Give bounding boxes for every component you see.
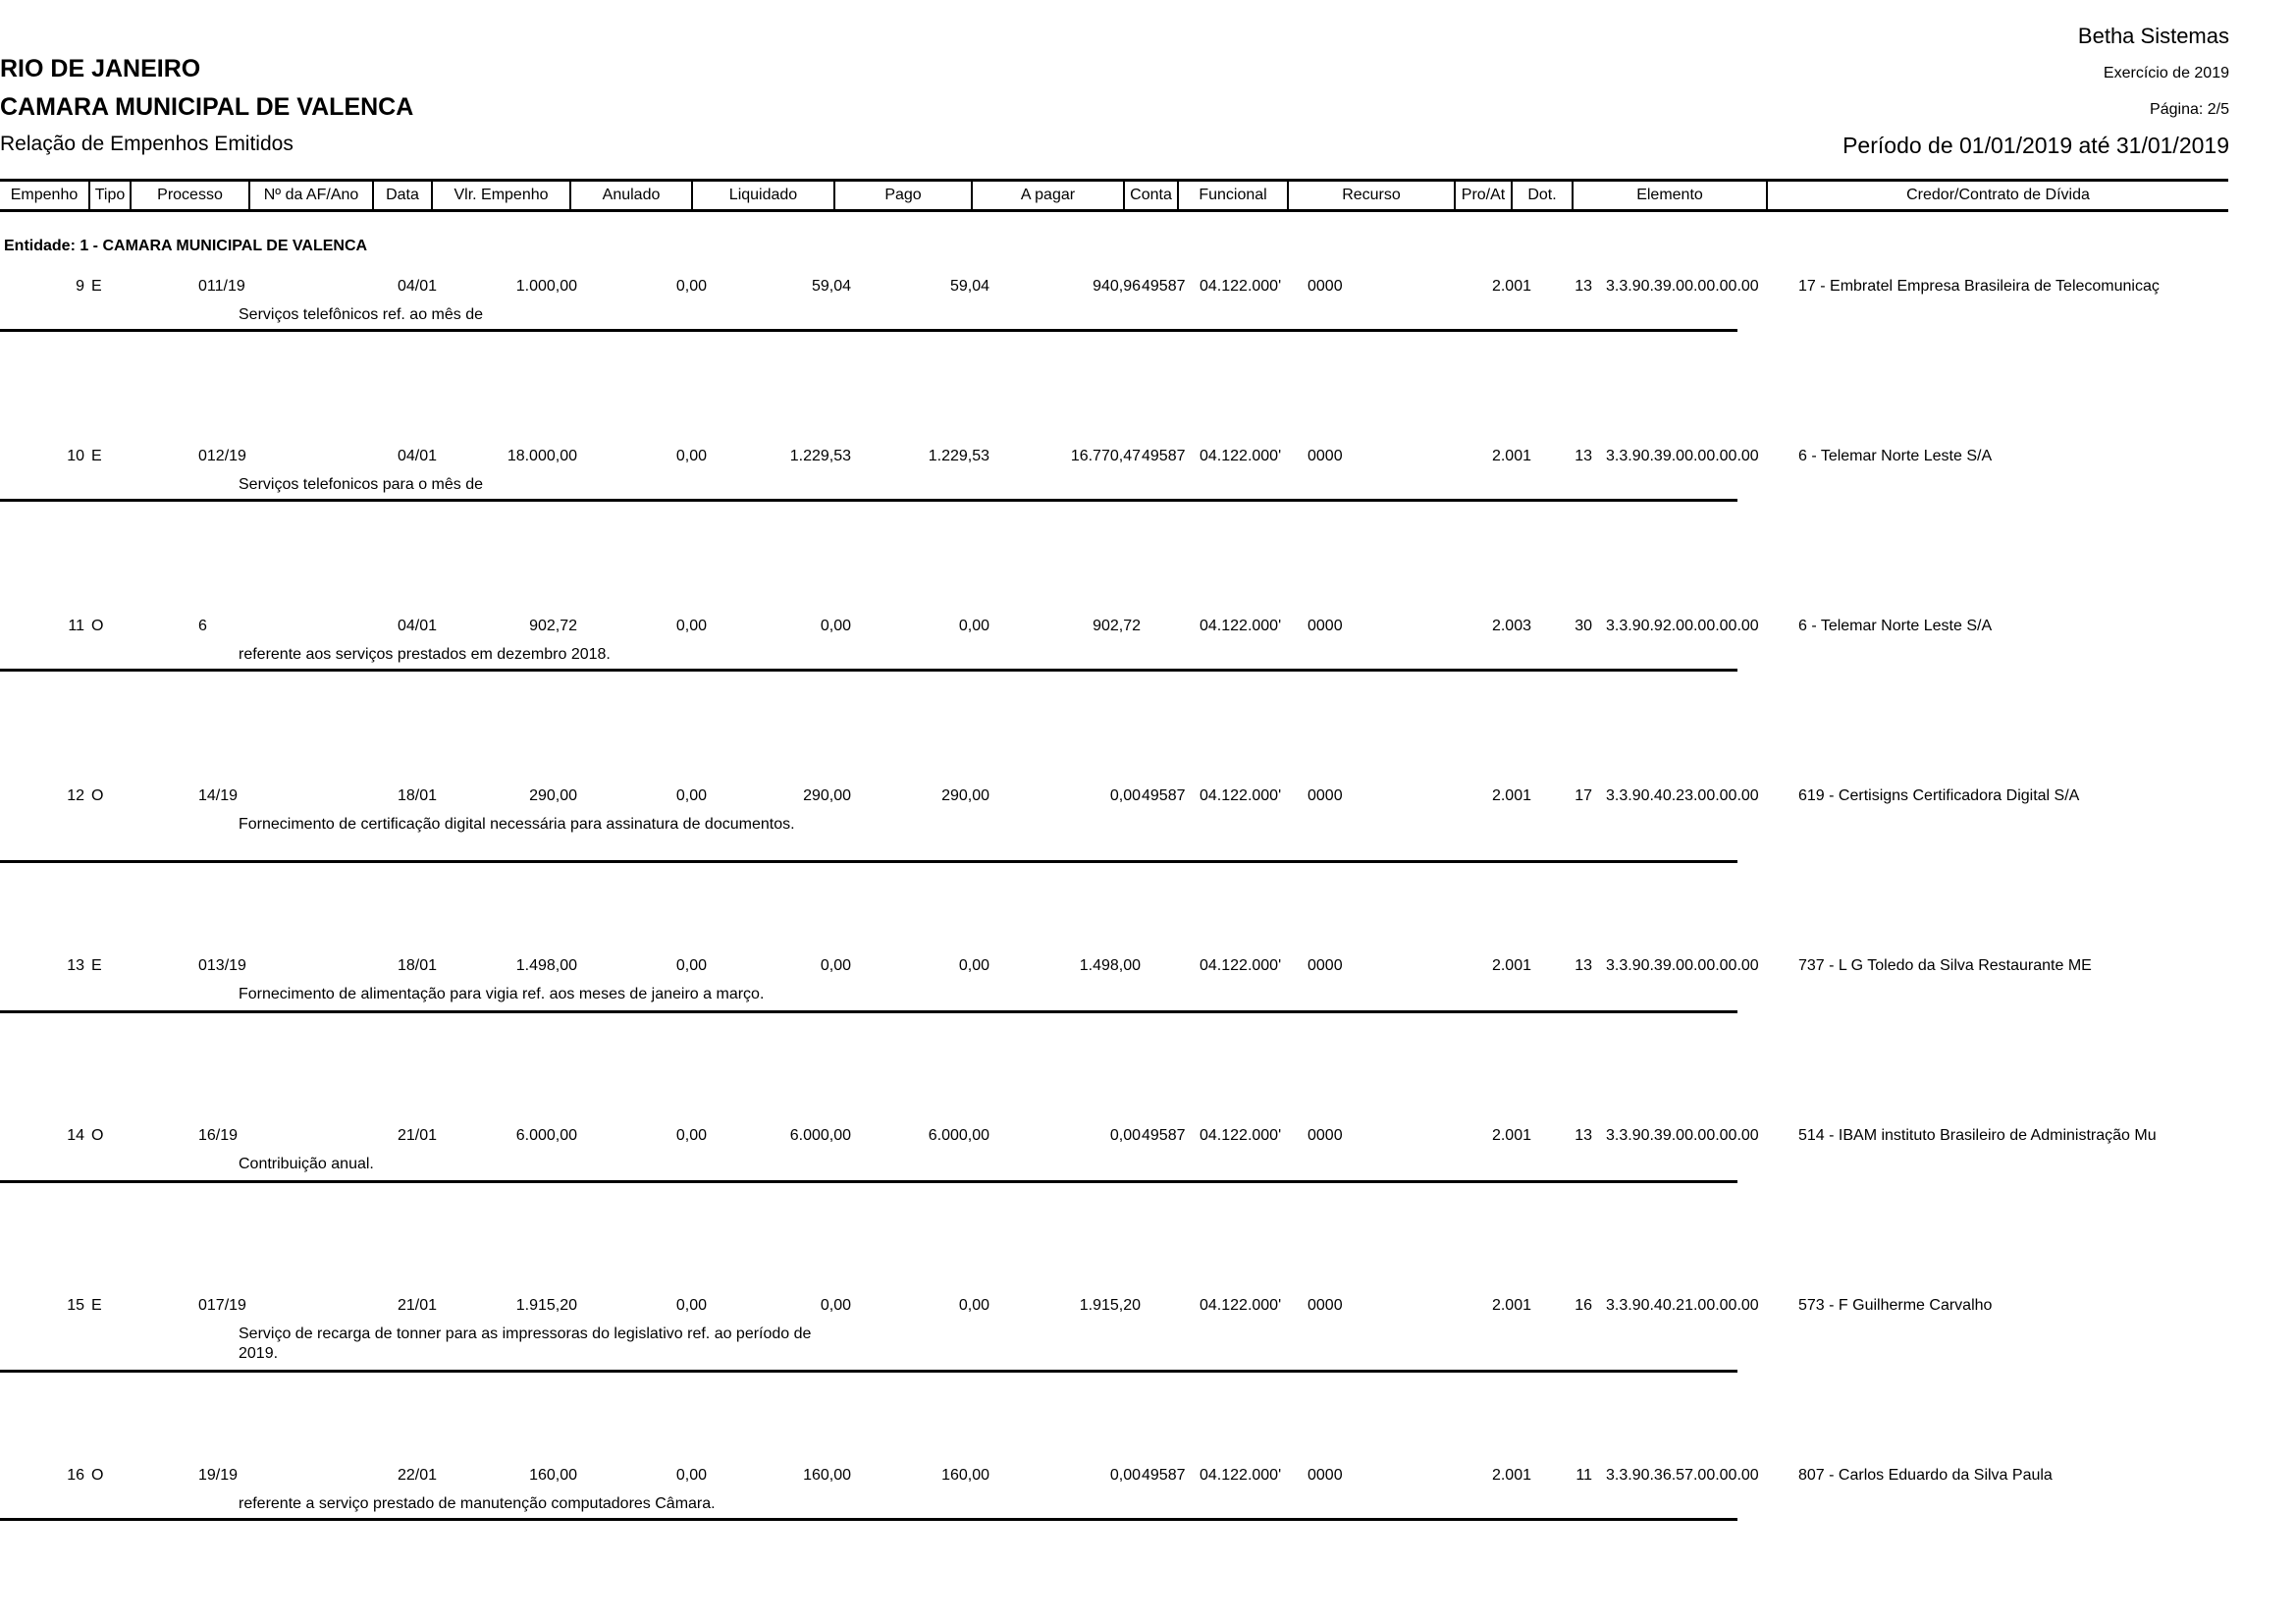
row-separator (0, 860, 1737, 863)
state-title: RIO DE JANEIRO (0, 55, 201, 82)
row-separator (0, 669, 1737, 672)
cell-valor: 18.000,00 (507, 448, 577, 464)
cell-proat: 2.001 (1491, 787, 1531, 804)
cell-valor: 160,00 (529, 1467, 577, 1484)
cell-elemento: 3.3.90.92.00.00.00.00 (1606, 618, 1759, 634)
cell-processo: 011/19 (198, 278, 245, 295)
column-header: Vlr. Empenho (433, 182, 571, 209)
row-separator (0, 1180, 1737, 1183)
cell-descricao: Serviço de recarga de tonner para as impressoras do legislativo ref. ao período de 2019. (239, 1325, 812, 1362)
exercise-year: Exercício de 2019 (2103, 65, 2229, 81)
cell-proat: 2.001 (1491, 1297, 1531, 1314)
cell-tipo: O (91, 1127, 104, 1144)
cell-anulado: 0,00 (675, 1467, 707, 1484)
column-header: Funcional (1179, 182, 1289, 209)
column-header: Liquidado (693, 182, 835, 209)
cell-tipo: O (91, 787, 104, 804)
cell-elemento: 3.3.90.39.00.00.00.00 (1606, 957, 1759, 974)
cell-conta: 49587 (1142, 448, 1186, 464)
column-header: Empenho (0, 182, 90, 209)
row-separator (0, 1518, 1737, 1521)
cell-pago: 0,00 (958, 1297, 989, 1314)
cell-liquidado: 6.000,00 (789, 1127, 851, 1144)
report-title: Relação de Empenhos Emitidos (0, 133, 294, 155)
cell-elemento: 3.3.90.40.23.00.00.00 (1606, 787, 1759, 804)
system-name: Betha Sistemas (2077, 24, 2229, 48)
cell-data: 18/01 (397, 787, 437, 804)
cell-conta: 49587 (1142, 1467, 1186, 1484)
cell-pago: 1.229,53 (928, 448, 989, 464)
cell-credor: 619 - Certisigns Certificadora Digital S/A (1798, 787, 2080, 804)
cell-descricao: Serviços telefônicos ref. ao mês de (239, 306, 484, 323)
cell-pago: 59,04 (949, 278, 989, 295)
cell-anulado: 0,00 (675, 1127, 707, 1144)
cell-descricao: Fornecimento de alimentação para vigia ref. aos meses de janeiro a março. (239, 986, 765, 1002)
cell-valor: 1.915,20 (515, 1297, 577, 1314)
cell-recurso: 0000 (1308, 448, 1343, 464)
cell-data: 18/01 (397, 957, 437, 974)
cell-conta: 49587 (1142, 1127, 1186, 1144)
cell-processo: 013/19 (198, 957, 246, 974)
cell-recurso: 0000 (1308, 787, 1343, 804)
cell-credor: 17 - Embratel Empresa Brasileira de Telecomunicaç (1798, 278, 2160, 295)
cell-anulado: 0,00 (675, 957, 707, 974)
cell-funcional: 04.122.000' (1200, 278, 1282, 295)
column-header: Recurso (1289, 182, 1456, 209)
column-header: Elemento (1574, 182, 1768, 209)
cell-recurso: 0000 (1308, 618, 1343, 634)
column-header: Tipo (90, 182, 132, 209)
column-header: Dot. (1513, 182, 1574, 209)
cell-proat: 2.001 (1491, 1127, 1531, 1144)
cell-funcional: 04.122.000' (1200, 957, 1282, 974)
column-header: Credor/Contrato de Dívida (1906, 187, 2090, 203)
cell-funcional: 04.122.000' (1200, 1467, 1282, 1484)
column-header: Data (374, 182, 433, 209)
row-separator (0, 1370, 1737, 1373)
cell-elemento: 3.3.90.40.21.00.00.00 (1606, 1297, 1759, 1314)
cell-tipo: E (91, 278, 102, 295)
cell-descricao: Contribuição anual. (239, 1156, 374, 1172)
cell-processo: 017/19 (198, 1297, 246, 1314)
cell-empenho: 9 (76, 278, 84, 295)
cell-data: 21/01 (397, 1297, 437, 1314)
column-header: Pago (835, 182, 973, 209)
cell-tipo: E (91, 1297, 102, 1314)
cell-credor: 573 - F Guilherme Carvalho (1798, 1297, 1993, 1314)
cell-apagar: 1.498,00 (1079, 957, 1141, 974)
cell-descricao: Fornecimento de certificação digital necessária para assinatura de documentos. (239, 816, 795, 833)
cell-funcional: 04.122.000' (1200, 1297, 1282, 1314)
cell-credor: 6 - Telemar Norte Leste S/A (1798, 618, 1993, 634)
cell-proat: 2.001 (1491, 448, 1531, 464)
cell-apagar: 16.770,47 (1070, 448, 1141, 464)
column-header: Anulado (571, 182, 693, 209)
cell-recurso: 0000 (1308, 278, 1343, 295)
cell-processo: 6 (198, 618, 207, 634)
cell-liquidado: 1.229,53 (789, 448, 851, 464)
cell-recurso: 0000 (1308, 957, 1343, 974)
cell-processo: 012/19 (198, 448, 246, 464)
cell-pago: 6.000,00 (928, 1127, 989, 1144)
cell-empenho: 11 (68, 618, 84, 634)
cell-conta: 49587 (1142, 278, 1186, 295)
cell-apagar: 0,00 (1109, 1127, 1141, 1144)
cell-anulado: 0,00 (675, 448, 707, 464)
cell-apagar: 940,96 (1093, 278, 1141, 295)
cell-elemento: 3.3.90.39.00.00.00.00 (1606, 448, 1759, 464)
cell-proat: 2.001 (1491, 1467, 1531, 1484)
cell-valor: 6.000,00 (515, 1127, 577, 1144)
cell-valor: 1.000,00 (515, 278, 577, 295)
cell-funcional: 04.122.000' (1200, 1127, 1282, 1144)
table-header (0, 179, 2228, 212)
cell-pago: 0,00 (958, 957, 989, 974)
cell-tipo: E (91, 957, 102, 974)
cell-data: 04/01 (397, 448, 437, 464)
cell-pago: 0,00 (958, 618, 989, 634)
cell-descricao: referente aos serviços prestados em dezembro 2018. (239, 646, 611, 663)
cell-data: 04/01 (397, 618, 437, 634)
cell-tipo: E (91, 448, 102, 464)
cell-liquidado: 0,00 (820, 957, 851, 974)
cell-dot: 11 (1575, 1467, 1592, 1484)
cell-anulado: 0,00 (675, 278, 707, 295)
cell-dot: 13 (1575, 1127, 1592, 1144)
cell-conta: 49587 (1142, 787, 1186, 804)
column-header: A pagar (973, 182, 1125, 209)
cell-dot: 17 (1575, 787, 1592, 804)
cell-valor: 902,72 (529, 618, 577, 634)
column-header: Conta (1125, 182, 1179, 209)
cell-liquidado: 0,00 (820, 1297, 851, 1314)
cell-recurso: 0000 (1308, 1297, 1343, 1314)
cell-data: 22/01 (397, 1467, 437, 1484)
cell-descricao: Serviços telefonicos para o mês de (239, 476, 484, 493)
cell-empenho: 14 (67, 1127, 84, 1144)
cell-empenho: 16 (67, 1467, 84, 1484)
cell-liquidado: 59,04 (811, 278, 851, 295)
cell-funcional: 04.122.000' (1200, 448, 1282, 464)
column-header: Nº da AF/Ano (250, 182, 374, 209)
cell-elemento: 3.3.90.36.57.00.00.00 (1606, 1467, 1759, 1484)
cell-processo: 14/19 (198, 787, 239, 804)
column-header: Processo (132, 182, 250, 209)
row-separator (0, 1010, 1737, 1013)
cell-tipo: O (91, 1467, 104, 1484)
cell-processo: 19/19 (198, 1467, 239, 1484)
cell-liquidado: 160,00 (803, 1467, 851, 1484)
cell-apagar: 0,00 (1109, 787, 1141, 804)
cell-apagar: 0,00 (1109, 1467, 1141, 1484)
cell-credor: 6 - Telemar Norte Leste S/A (1798, 448, 1993, 464)
cell-dot: 16 (1575, 1297, 1592, 1314)
cell-apagar: 1.915,20 (1079, 1297, 1141, 1314)
cell-recurso: 0000 (1308, 1467, 1343, 1484)
cell-valor: 1.498,00 (515, 957, 577, 974)
cell-data: 04/01 (397, 278, 437, 295)
cell-funcional: 04.122.000' (1200, 618, 1282, 634)
cell-pago: 160,00 (941, 1467, 989, 1484)
cell-apagar: 902,72 (1093, 618, 1141, 634)
cell-dot: 13 (1575, 448, 1592, 464)
cell-valor: 290,00 (529, 787, 577, 804)
cell-empenho: 10 (67, 448, 84, 464)
cell-funcional: 04.122.000' (1200, 787, 1282, 804)
cell-recurso: 0000 (1308, 1127, 1343, 1144)
cell-empenho: 12 (67, 787, 84, 804)
cell-liquidado: 0,00 (820, 618, 851, 634)
row-separator (0, 499, 1737, 502)
organization-title: CAMARA MUNICIPAL DE VALENCA (0, 93, 414, 121)
column-header: Pro/At (1456, 182, 1513, 209)
cell-processo: 16/19 (198, 1127, 239, 1144)
cell-elemento: 3.3.90.39.00.00.00.00 (1606, 1127, 1759, 1144)
cell-credor: 807 - Carlos Eduardo da Silva Paula (1798, 1467, 2053, 1484)
page-number: Página: 2/5 (2150, 101, 2229, 118)
row-separator (0, 329, 1737, 332)
cell-anulado: 0,00 (675, 1297, 707, 1314)
entity-label: Entidade: 1 - CAMARA MUNICIPAL DE VALENCA (4, 238, 368, 254)
cell-credor: 737 - L G Toledo da Silva Restaurante ME (1798, 957, 2092, 974)
cell-empenho: 13 (67, 957, 84, 974)
cell-dot: 13 (1575, 278, 1592, 295)
cell-proat: 2.003 (1491, 618, 1531, 634)
cell-descricao: referente a serviço prestado de manutenção computadores Câmara. (239, 1495, 716, 1512)
cell-dot: 30 (1575, 618, 1592, 634)
cell-proat: 2.001 (1491, 957, 1531, 974)
cell-credor: 514 - IBAM instituto Brasileiro de Administração Mu (1798, 1127, 2157, 1144)
cell-empenho: 15 (67, 1297, 84, 1314)
cell-anulado: 0,00 (675, 618, 707, 634)
cell-elemento: 3.3.90.39.00.00.00.00 (1606, 278, 1759, 295)
cell-dot: 13 (1575, 957, 1592, 974)
cell-data: 21/01 (397, 1127, 437, 1144)
cell-pago: 290,00 (941, 787, 989, 804)
cell-liquidado: 290,00 (803, 787, 851, 804)
cell-proat: 2.001 (1491, 278, 1531, 295)
report-period: Período de 01/01/2019 até 31/01/2019 (1842, 133, 2229, 158)
cell-tipo: O (91, 618, 104, 634)
cell-anulado: 0,00 (675, 787, 707, 804)
